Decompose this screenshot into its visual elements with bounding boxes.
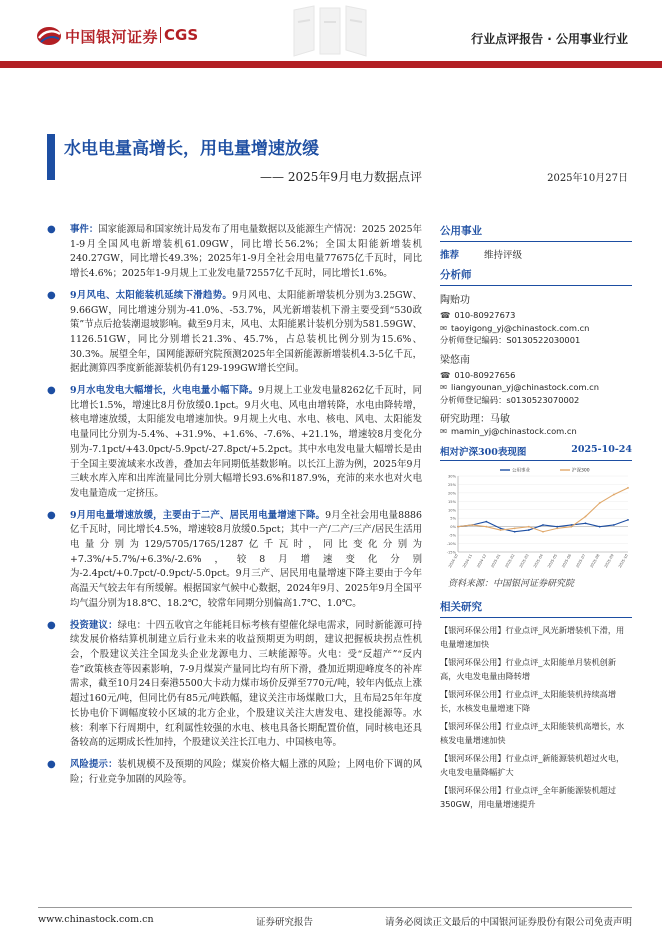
related-item[interactable]: 【银河环保公用】行业点评_全年新能源装机超过350GW，用电量增速提升 xyxy=(440,784,617,809)
bullet-installations xyxy=(38,289,422,377)
rating-row xyxy=(440,247,632,261)
analyst-heading: 分析师 xyxy=(440,267,632,286)
x-tick-label: 2025-10 xyxy=(617,553,629,569)
research-assistant: 研究助理：马敏 xyxy=(440,414,510,425)
data-point xyxy=(542,530,544,532)
analyst-cert: 分析师登记编码：s0130523070002 xyxy=(440,394,580,405)
y-tick-label: 5% xyxy=(450,516,456,521)
bullet-lead: 9月用电量增速放缓，主要由于二产、居民用电量增速下降。 xyxy=(70,509,326,521)
relative-performance-chart xyxy=(440,464,632,572)
email-icon: ✉ xyxy=(440,322,447,333)
data-point xyxy=(514,530,516,532)
title-accent-bar xyxy=(47,134,55,180)
analyst-name: 梁悠南 xyxy=(440,354,470,366)
bullet-lead: 投资建议： xyxy=(70,619,118,631)
chart-heading xyxy=(440,444,632,461)
bullet-risk xyxy=(38,758,422,787)
related-item[interactable]: 【银河环保公用】行业点评_风光新增装机下滑，用电量增速加快 xyxy=(440,624,625,649)
data-point xyxy=(585,522,587,524)
x-tick-label: 2025-03 xyxy=(518,553,530,569)
bullet-text: 9月规上工业发电量8262亿千瓦时，同比增长1.5%，增速比8月份放缓0.1pct。9月火电、风电由增转降，水电由降转增，核电增速放缓，太阳能发电增速加快。9月规上火电、水电、核电、风电、太阳能发电量同比分别为-5.4%、+31.9%、+1.6%、-7.6%、+21.1%，增速较8月变化分别为-7.1pct/+43.0pct/-5.9pct/-27.8pct/+5.2pct。其中水电发电量大幅增长是由于全国主要流域来水改善，叠加去年同期低基数影响。以长江上游为例，2025年9月三峡水库入库和出库流量同比分别大幅增长93.6%和187.9%，充沛的来水也对火电发电量造成一定挤压。 xyxy=(70,385,422,499)
data-point xyxy=(627,486,629,488)
related-list xyxy=(440,623,632,812)
data-point xyxy=(585,515,587,517)
y-tick-label: -15% xyxy=(446,550,456,554)
bullet-icon: ● xyxy=(47,509,56,521)
x-tick-label: 2025-07 xyxy=(575,553,587,569)
analyst-email[interactable]: ✉ taoyigong_yj@chinastock.com.cn xyxy=(440,322,590,333)
bullet-icon: ● xyxy=(47,758,56,770)
analyst-name: 陶贻功 xyxy=(440,295,470,306)
footer-url[interactable]: www.chinastock.com.cn xyxy=(38,914,154,925)
y-tick-label: 25% xyxy=(448,482,456,487)
y-tick-label: -10% xyxy=(446,541,456,546)
x-tick-label: 2024-10 xyxy=(447,553,459,569)
y-tick-label: -5% xyxy=(449,533,456,538)
data-point xyxy=(500,527,502,529)
data-point xyxy=(485,520,487,522)
bullet-text: 9月全社会用电量8886亿千瓦时，同比增长4.5%，增速较8月放缓0.5pct；其中一产/二产/三产/居民生活用电量分别为129/5705/1765/1287亿千瓦时，同比变化分别为+7.3%/+5.7%/+6.3%/-2.6%，较8月增速变化分别为-2.4pct/+0.7pct/-0.9pct/-5.0pct。9月三产、居民用电量增速下降主要由于今年高温天气较去年有所缓解。根据国家气候中心数据，2024年9月、2025年9月全国平均气温分别为18.8℃、18.2℃，较常年同期分别偏高1.7℃、1.0℃。 xyxy=(70,509,422,609)
x-tick-label: 2024-12 xyxy=(476,553,488,569)
x-tick-label: 2025-09 xyxy=(603,553,615,569)
bullet-text: 9月风电、太阳能新增装机分别为3.25GW、9.66GW，同比增速分别为-41.0%、-53.7%，风光新增装机下滑主要受到“530政策”节点后抢装潮退坡影响。截至9月末，风电、太阳能累计装机分别为581.59GW、1126.51GW，同比分别增长21.3%、45.7%，占总装机比例分别为15.6%、30.3%。展望全年，国网能源研究院预测2025年全国新能源新增装机4.3-5亿千瓦，据此测算四季度新能源装机仍有129-199GW增长空间。 xyxy=(70,289,423,375)
data-point xyxy=(570,525,572,527)
bullet-icon: ● xyxy=(47,619,56,631)
y-tick-label: 30% xyxy=(448,474,456,478)
chart-source: 资料来源：中国银河证券研究院 xyxy=(448,578,575,589)
data-point xyxy=(500,529,502,531)
data-point xyxy=(599,502,601,504)
related-item[interactable]: 【银河环保公用】行业点评_太阳能装机持续高增长，水核发电量增速下降 xyxy=(440,688,617,713)
y-tick-label: 20% xyxy=(448,490,456,495)
bullet-text: 绿电：十四五收官之年能耗目标考核有望催化绿电需求，同时新能源可持续发展价格结算机制建立后行业未来的收益预期更为明朗，建议把握板块拐点性机会，个股建议关注全国龙头企业龙源电力、三峡能源等。火电：受“反超产”“反内卷”政策核查等因素影响，7-9月煤炭产量同比均有所下滑，叠加近期迎峰度冬的补库需求，截至10月24日秦港5500大卡动力煤市场价反弹至770元/吨，较年内低点上涨超过160元/吨，但同比仍有85元/吨跌幅，建议关注市场煤敞口大，且布局25年年度长协电价下调幅度较小区域的北方企业，个股建议关注大唐发电、建投能源等。水核：利率下行周期中，红利属性较强的水电、核电具备长期配置价值，同时核电还具备较高的远期成长性加持，个股建议关注长江电力、中国核电等。 xyxy=(70,619,422,749)
rating-label: 推荐 xyxy=(440,250,460,261)
bullet-lead: 事件： xyxy=(70,224,99,235)
related-item[interactable]: 【银河环保公用】行业点评_新能源装机超过火电，火电发电量降幅扩大 xyxy=(440,752,625,777)
brand-name-en: CGS xyxy=(164,26,199,44)
related-item[interactable]: 【银河环保公用】行业点评_太阳能单月装机创新高，火电发电量由降转增 xyxy=(440,656,617,681)
related-item[interactable]: 【银河环保公用】行业点评_太阳能装机高增长，水核发电量增速加快 xyxy=(440,720,625,745)
data-point xyxy=(556,527,558,529)
bullet-lead: 9月水电发电大幅增长，火电电量小幅下降。 xyxy=(70,385,259,397)
cgs-watermark-icon xyxy=(280,0,390,90)
x-tick-label: 2025-01 xyxy=(490,553,502,569)
bullet-text: 国家能源局和国家统计局发布了用电量数据以及能源生产情况：2025 2025年1-9月全国风电新增装机61.09GW，同比增长56.2%；全国太阳能新增装机240.27GW，同比增长49.3%；2025年1-9月全社会用电量77675亿千瓦时，同比增长4.6%；2025年1-9月规上工业发电量72557亿千瓦时，同比增长1.6%。 xyxy=(70,224,422,280)
data-point xyxy=(471,524,473,526)
data-point xyxy=(485,525,487,527)
header-rule xyxy=(0,61,662,68)
legend-label: 沪深300 xyxy=(572,468,590,473)
phone-icon: ☎ xyxy=(440,369,451,380)
footer-disclaimer: 请务必阅读正文最后的中国银河证券股份有限公司免责声明 xyxy=(384,917,632,928)
bullet-icon: ● xyxy=(47,385,56,397)
email-icon: ✉ xyxy=(440,426,447,436)
data-point xyxy=(542,524,544,526)
email-icon: ✉ xyxy=(440,382,447,392)
data-point xyxy=(514,527,516,529)
analyst-email[interactable]: ✉ liangyounan_yj@chinastock.com.cn xyxy=(440,382,599,392)
galaxy-logo-icon xyxy=(36,25,62,47)
x-tick-label: 2025-02 xyxy=(504,553,516,569)
related-heading: 相关研究 xyxy=(440,599,632,618)
analyst-phone: ☎ 010-80927673 xyxy=(440,310,516,320)
industry-heading: 公用事业 xyxy=(440,223,632,242)
chart-date: 2025-10-24 xyxy=(571,443,632,455)
report-category: 行业点评报告 · 公用事业行业 xyxy=(471,32,628,46)
page-subtitle: —— 2025年9月电力数据点评 xyxy=(260,170,422,184)
bullet-event xyxy=(38,223,422,282)
footer-rule xyxy=(38,907,632,908)
x-tick-label: 2025-05 xyxy=(547,553,559,569)
data-point xyxy=(599,525,601,527)
x-tick-label: 2025-04 xyxy=(532,553,544,569)
bullet-consumption xyxy=(38,509,422,612)
data-point xyxy=(528,529,530,531)
y-tick-label: 15% xyxy=(448,499,456,504)
bullet-lead: 风险提示： xyxy=(70,758,118,770)
main-content xyxy=(38,223,422,794)
data-point xyxy=(528,525,530,527)
page-header xyxy=(0,0,662,75)
brand-name-cn: 中国银河证券 xyxy=(65,28,159,46)
bullet-lead: 9月风电、太阳能装机延续下滑趋势。 xyxy=(70,289,233,301)
bullet-text: 装机规模不及预期的风险；煤炭价格大幅上涨的风险；上网电价下调的风险；行业竞争加剧的风险等。 xyxy=(70,758,422,785)
assistant-email[interactable]: ✉ mamin_yj@chinastock.com.cn xyxy=(440,426,577,436)
bullet-icon: ● xyxy=(47,289,56,301)
data-point xyxy=(457,525,459,527)
y-tick-label: 0% xyxy=(450,524,456,529)
y-tick-label: 10% xyxy=(448,507,456,512)
bullet-generation xyxy=(38,384,422,502)
rating-value: 维持评级 xyxy=(484,250,523,261)
analyst-phone: ☎ 010-80927656 xyxy=(440,369,516,380)
data-point xyxy=(613,524,615,526)
legend-label: 公用事业 xyxy=(512,468,530,473)
bullet-icon: ● xyxy=(47,224,56,235)
data-point xyxy=(556,525,558,527)
analyst-cert: 分析师登记编码：S0130522030001 xyxy=(440,335,581,345)
chart-title: 相对沪深300表现图 xyxy=(440,446,527,458)
bullet-investment xyxy=(38,619,422,751)
data-point xyxy=(613,493,615,495)
footer-center: 证券研究报告 xyxy=(256,917,314,928)
page-title: 水电电量高增长，用电量增速放缓 xyxy=(64,139,319,159)
x-tick-label: 2025-08 xyxy=(589,553,601,569)
x-tick-label: 2025-06 xyxy=(561,553,573,569)
data-point xyxy=(627,519,629,521)
x-tick-label: 2024-11 xyxy=(462,553,474,569)
sidebar xyxy=(440,223,632,815)
brand-divider xyxy=(160,27,161,43)
report-date: 2025年10月27日 xyxy=(547,173,628,184)
phone-icon: ☎ xyxy=(440,310,451,320)
